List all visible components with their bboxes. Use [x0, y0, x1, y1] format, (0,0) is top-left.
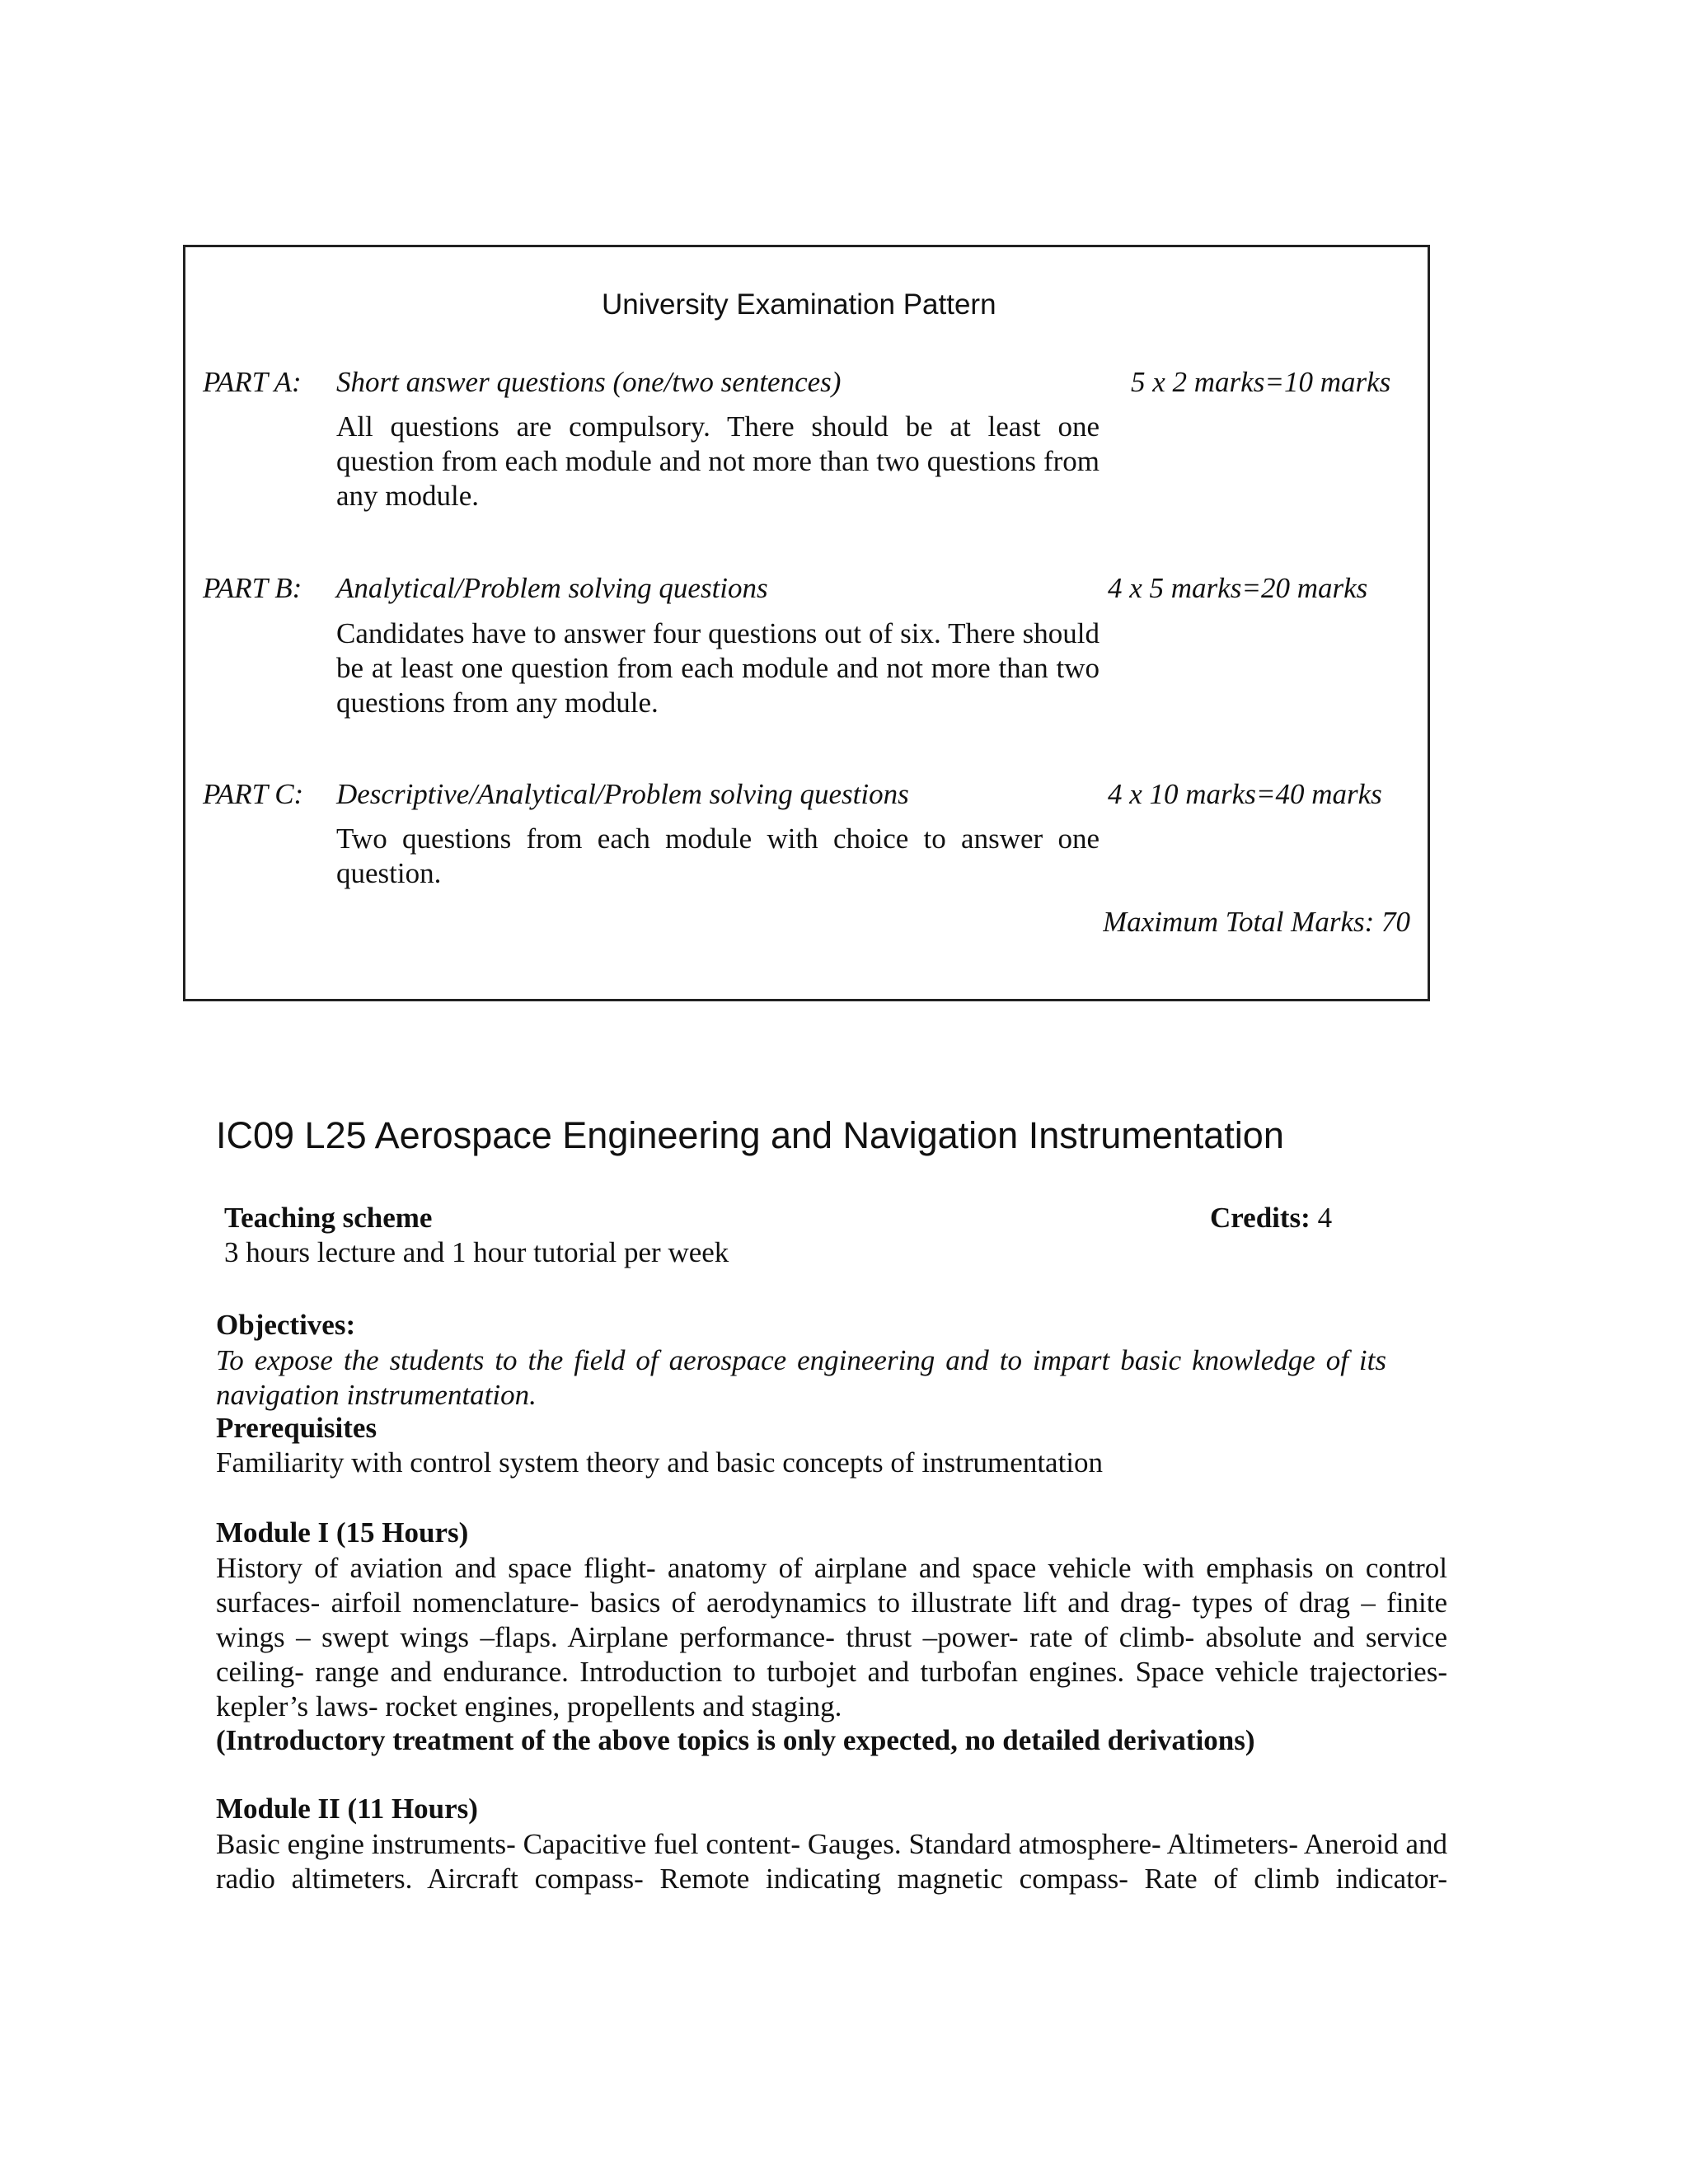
module-1-note: (Introductory treatment of the above topics is only expected, no detailed derivations): [216, 1724, 1255, 1756]
teaching-scheme-label: Teaching scheme: [224, 1202, 433, 1234]
module-1-text: History of aviation and space flight- anatomy of airplane and space vehicle with emphasis on control surfaces- airfoil nomenclature- basics of aerodynamics to illustrate lift and drag- types of drag – finite wings – swept wings –flaps. Airplane performance- thrust –power- rate of climb- absolute and service ceiling- range and endurance. Introduction to turbojet and turbofan engines. Space vehicle trajectories- kepler’s laws- rocket engines, propellents and staging.: [216, 1552, 1447, 1722]
credits: [1210, 1202, 1332, 1235]
module-2-text: Basic engine instruments- Capacitive fuel content- Gauges. Standard atmosphere- Altimeters- Aneroid and radio altimeters. Aircraft compass- Remote indicating magnetic compass- Rate of climb indicator-: [216, 1828, 1447, 1895]
part-b-marks: 4 x 5 marks=20 marks: [1108, 572, 1368, 604]
credits-value: 4: [1317, 1202, 1333, 1234]
module-2-heading: Module II (11 Hours): [216, 1793, 478, 1825]
course-title: IC09 L25 Aerospace Engineering and Navigation Instrumentation: [216, 1114, 1284, 1156]
module-1-heading: Module I (15 Hours): [216, 1516, 469, 1549]
part-b-label: PART B:: [203, 572, 302, 604]
part-c-marks: 4 x 10 marks=40 marks: [1108, 778, 1382, 810]
part-b-description: Candidates have to answer four questions out of six. There should be at least one question from each module and not more than two questions from any module.: [336, 617, 1100, 719]
prerequisites-label: Prerequisites: [216, 1412, 377, 1444]
part-c-heading: Descriptive/Analytical/Problem solving questions: [336, 778, 909, 810]
prerequisites-text: Familiarity with control system theory and basic concepts of instrumentation: [216, 1446, 1104, 1479]
part-c-description: Two questions from each module with choice to answer one question.: [336, 823, 1100, 889]
credits-label: Credits:: [1210, 1202, 1311, 1234]
part-a-label: PART A:: [203, 366, 302, 398]
exam-pattern-title: University Examination Pattern: [602, 288, 996, 321]
part-c-label: PART C:: [203, 778, 304, 810]
max-total-marks: Maximum Total Marks: 70: [1103, 906, 1411, 938]
objectives-label: Objectives:: [216, 1309, 356, 1341]
teaching-scheme-text: 3 hours lecture and 1 hour tutorial per week: [224, 1236, 729, 1268]
part-a-heading: Short answer questions (one/two sentences): [336, 366, 842, 398]
part-a-marks: 5 x 2 marks=10 marks: [1131, 366, 1391, 398]
part-a-description: All questions are compulsory. There should be at least one question from each module and not more than two questions from any module.: [336, 410, 1100, 512]
part-b-heading: Analytical/Problem solving questions: [336, 572, 768, 604]
objectives-text: To expose the students to the field of aerospace engineering and to impart basic knowledge of its navigation instrumentation.: [216, 1344, 1386, 1411]
